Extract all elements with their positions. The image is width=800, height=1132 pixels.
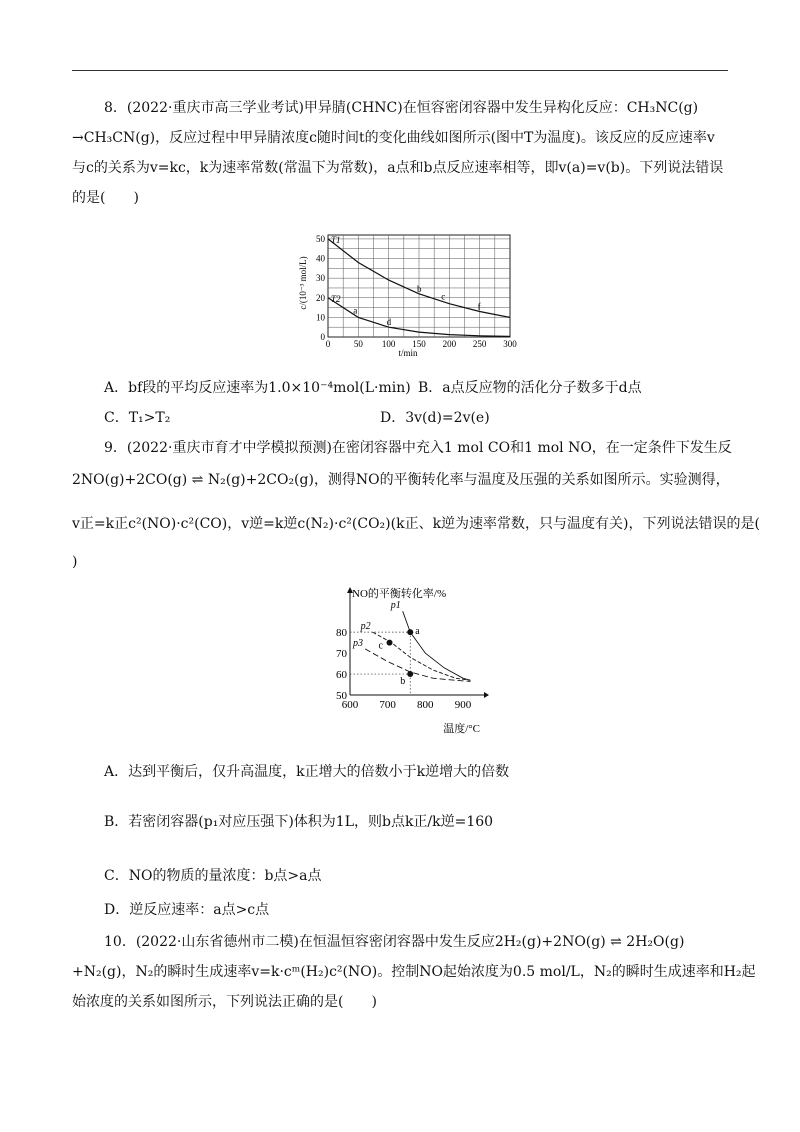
y-tick-label: 40: [316, 253, 325, 264]
x-tick-label: 900: [454, 699, 472, 711]
y-tick-label: 20: [316, 292, 325, 303]
q8-option-c: C．T₁>T₂: [104, 410, 171, 426]
q9-chart: [330, 585, 490, 735]
point-dot-a: [407, 629, 413, 635]
point-dot-b: [407, 671, 413, 677]
x-tick-label: 150: [412, 339, 426, 349]
q9-chart-xticks: [342, 699, 472, 711]
q8-line-1: 8．(2022·重庆市高三学业考试)甲异腈(CHNC)在恒容密闭容器中发生异构化反应：CH₃NC(g): [104, 100, 699, 116]
point-a: a: [353, 305, 358, 316]
y-tick-label: 50: [336, 690, 347, 702]
q9-chart-points: [379, 626, 421, 687]
q8-line-2: →CH₃CN(g)，反应过程中甲异腈浓度c随时间t的变化曲线如图所示(图中T为温度)。该反应的反应速率v: [72, 130, 715, 146]
q8-line-3: 与c的关系为v=kc，k为速率常数(常温下为常数)，a点和b点反应速率相等，即v(a)=v(b)。下列说法错误: [72, 160, 724, 176]
x-tick-label: 800: [417, 699, 434, 711]
curve-p1: [403, 611, 471, 680]
x-tick-label: 300: [503, 339, 517, 349]
point-d: d: [386, 317, 392, 328]
q9-option-b: B．若密闭容器(p₁对应压强下)体积为1L，则b点k正/k逆=160: [104, 814, 494, 830]
y-tick-label: 70: [336, 648, 347, 661]
x-tick-label: 0: [325, 339, 331, 349]
point-b: b: [400, 676, 406, 688]
curve-p2: [373, 632, 471, 680]
y-tick-label: 0: [320, 332, 325, 342]
q9-chart-xlabel: 温度/°C: [443, 723, 480, 735]
q9-chart-title: NO的平衡转化率/%: [352, 588, 447, 600]
curve-label-t1: T1: [331, 234, 341, 245]
q8-line-4: 的是( ): [72, 190, 139, 206]
q8-chart-xlabel: t/min: [398, 348, 418, 358]
curve-label-p3: p3: [353, 637, 364, 649]
q8-option-d: D．3v(d)=2v(e): [380, 410, 490, 426]
q10-line-2: +N₂(g)，N₂的瞬时生成速率v=k·cᵐ(H₂)c²(NO)。控制NO起始浓度为0.5 mol/L，N₂的瞬时生成速率和H₂起: [72, 964, 756, 980]
q9-line-3: v正=k正c²(NO)·c²(CO)，v逆=k逆c(N₂)·c²(CO₂)(k正、k逆为速率常数，只与温度有关)，下列说法错误的是(: [72, 516, 760, 532]
q8-chart-points: [353, 284, 480, 327]
q8-chart-ylabel: c/(10⁻³ mol/L): [298, 256, 308, 310]
x-axis-arrow: [484, 692, 489, 698]
q10-line-1: 10．(2022·山东省德州市二模)在恒温恒容密闭容器中发生反应2H₂(g)+2NO(g) ⇌ 2H₂O(g): [104, 934, 685, 950]
q8-option-a: A．bf段的平均反应速率为1.0×10⁻⁴mol(L·min): [104, 380, 411, 396]
x-tick-label: 100: [381, 339, 396, 349]
q9-option-a: A．达到平衡后，仅升高温度，k正增大的倍数小于k逆增大的倍数: [104, 764, 510, 780]
y-tick-label: 80: [336, 627, 347, 640]
y-tick-label: 10: [316, 312, 325, 323]
x-tick-label: 200: [442, 339, 457, 349]
curve-p3: [365, 649, 470, 682]
q8-chart: [290, 225, 520, 360]
point-c: c: [441, 291, 446, 302]
q9-line-1: 9．(2022·重庆市育才中学模拟预测)在密闭容器中充入1 mol CO和1 mol NO，在一定条件下发生反: [104, 440, 732, 456]
q9-option-d: D．逆反应速率：a点>c点: [104, 902, 270, 918]
point-b: b: [417, 283, 422, 294]
x-tick-label: 250: [472, 339, 487, 349]
y-tick-label: 60: [336, 669, 347, 682]
q8-chart-xticks: [326, 339, 518, 349]
point-f: f: [477, 301, 481, 312]
curve-label-p2: p2: [360, 621, 371, 633]
q9-chart-curves: [352, 600, 470, 681]
point-a: a: [415, 626, 420, 638]
x-tick-label: 50: [353, 339, 363, 349]
top-rule: [72, 70, 728, 71]
y-tick-label: 50: [316, 233, 325, 244]
q9-chart-yticks: [336, 627, 348, 702]
q10-line-3: 始浓度的关系如图所示，下列说法正确的是( ): [72, 994, 377, 1010]
point-c: c: [378, 640, 383, 652]
x-tick-label: 700: [379, 699, 396, 711]
curve-label-p1: p1: [390, 600, 401, 612]
q8-option-b: B．a点反应物的活化分子数多于d点: [418, 380, 642, 396]
q9-option-c: C．NO的物质的量浓度：b点>a点: [104, 868, 322, 884]
point-dot-c: [387, 640, 393, 646]
q9-line-2: 2NO(g)+2CO(g) ⇌ N₂(g)+2CO₂(g)，测得NO的平衡转化率与温度及压强的关系如图所示。实验测得，: [72, 472, 730, 488]
q8-chart-yticks: [316, 234, 326, 342]
y-tick-label: 30: [316, 273, 325, 284]
curve-label-t2: T2: [331, 293, 341, 304]
q9-line-4: ): [72, 554, 78, 570]
x-tick-label: 600: [341, 699, 359, 711]
